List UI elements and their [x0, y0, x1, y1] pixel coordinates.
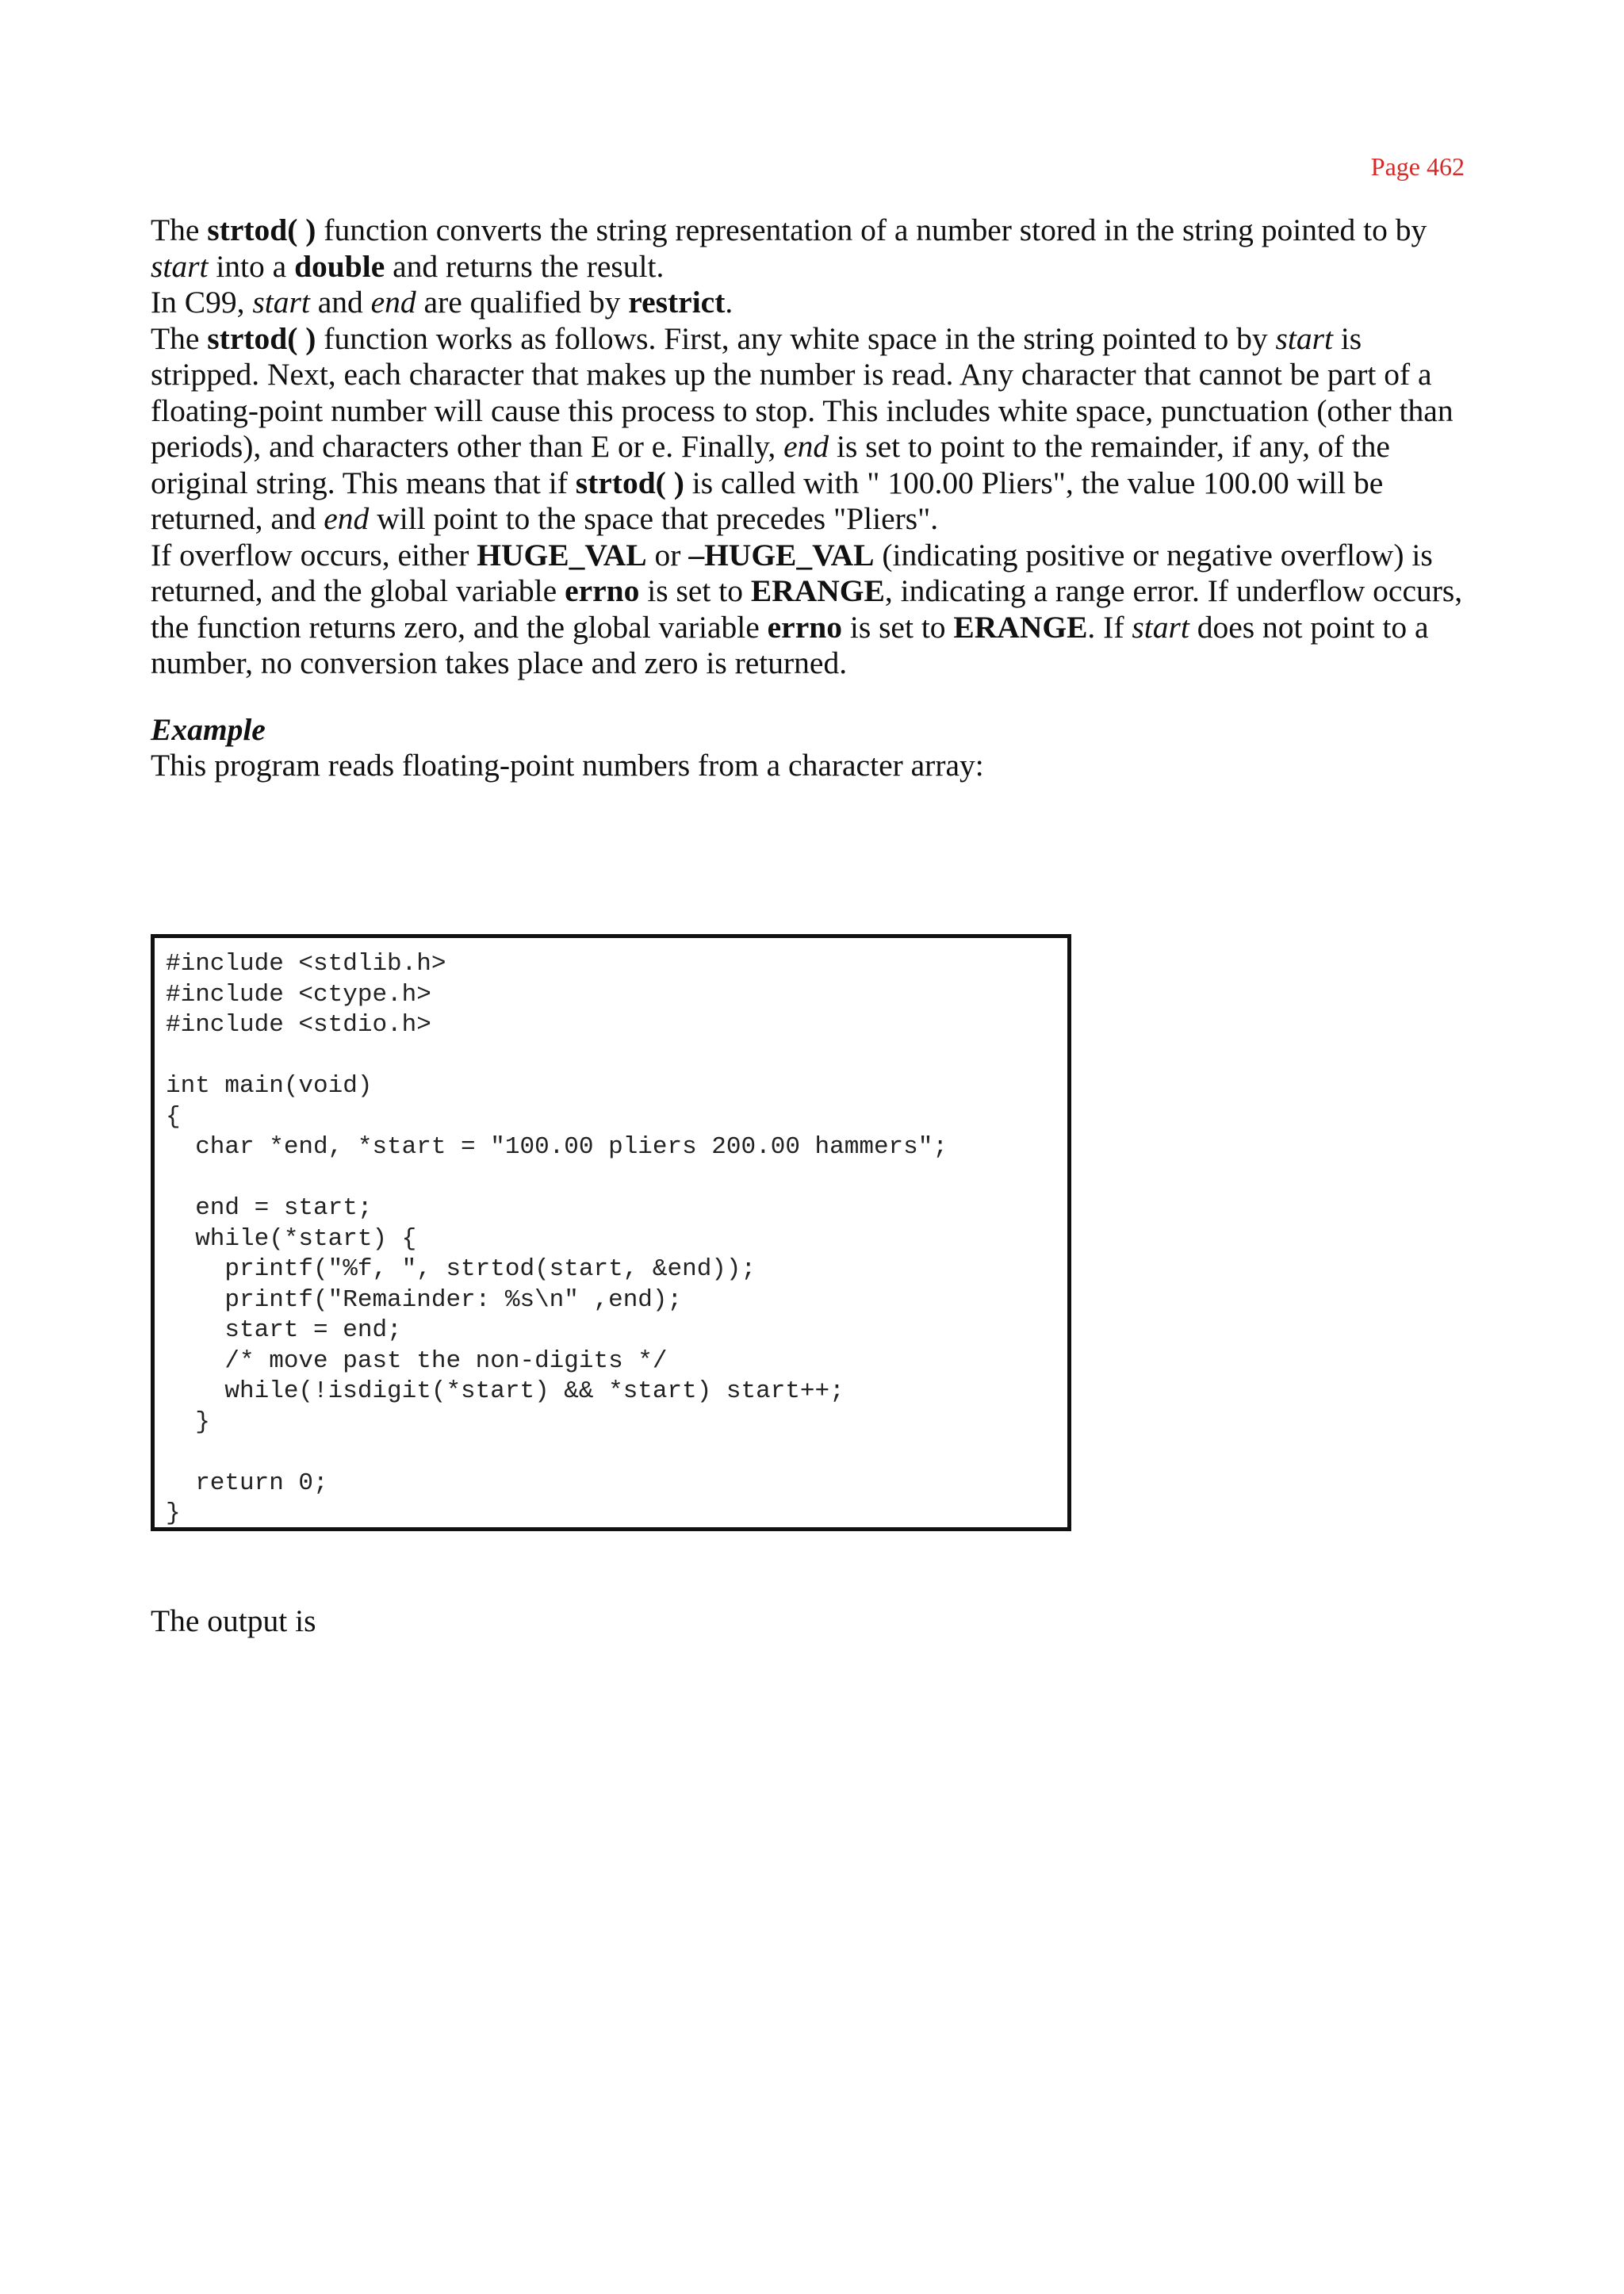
code-line: while(*start) {	[166, 1224, 417, 1253]
code-line: return 0;	[166, 1469, 328, 1497]
example-intro: This program reads floating-point numbers from a character array:	[151, 747, 984, 783]
macro-neg-huge-val: –HUGE_VAL	[688, 537, 875, 573]
code-line: start = end;	[166, 1316, 402, 1344]
param-start: start	[1132, 609, 1189, 645]
macro-erange: ERANGE	[750, 573, 885, 608]
macro-erange: ERANGE	[953, 609, 1088, 645]
macro-huge-val: HUGE_VAL	[477, 537, 647, 573]
code-line	[166, 1163, 1067, 1194]
function-name-strtod: strtod( )	[575, 465, 684, 500]
function-name-strtod: strtod( )	[207, 213, 316, 247]
example-heading: Example	[151, 711, 266, 747]
code-line: end = start;	[166, 1194, 373, 1222]
code-line: /* move past the non-digits */	[166, 1346, 668, 1375]
code-line: }	[166, 1499, 181, 1527]
paragraph-c99-restrict: In C99, start and end are qualified by restrict.	[151, 285, 733, 320]
code-line: }	[166, 1407, 210, 1436]
paragraph-how-it-works: The strtod( ) function works as follows. First, any white space in the string pointed to by start is stripped. Next, each character that makes up the number is read. Any character that cannot be part of a floating-point number will cause this process to stop. This includes white space, punctuation (other than periods), and characters other than E or e. Finally, end is set to point to the remainder, if any, of the original string. This means that if strtod( ) is called with " 100.00 Pliers", the value 100.00 will be returned, and end will point to the space that precedes "Pliers".	[151, 320, 1454, 536]
type-double: double	[294, 248, 385, 284]
code-line: #include <stdio.h>	[166, 1011, 431, 1039]
param-start: start	[1275, 320, 1333, 356]
paragraph-overflow: If overflow occurs, either HUGE_VAL or –HUGE_VAL (indicating positive or negative overflow) is returned, and the global variable errno is set to ERANGE, indicating a range error. If underflow occurs, the function returns zero, and the global variable errno is set to ERANGE. If start does not point to a number, no conversion takes place and zero is returned.	[151, 537, 1463, 680]
page-number: Page 462	[1370, 152, 1465, 181]
param-end: end	[324, 501, 370, 536]
code-line	[166, 1438, 1067, 1469]
code-line: while(!isdigit(*start) && *start) start++;	[166, 1377, 845, 1405]
code-line	[166, 1041, 1067, 1072]
code-line: int main(void)	[166, 1072, 373, 1100]
code-listing	[151, 934, 1071, 1531]
paragraph-strtod-intro: The strtod( ) function converts the string representation of a number stored in the string pointed to by start into a double and returns the result.	[151, 213, 1427, 284]
code-line: char *end, *start = "100.00 pliers 200.00 hammers";	[166, 1133, 948, 1161]
variable-errno: errno	[565, 573, 640, 608]
param-start: start	[151, 248, 209, 284]
function-name-strtod: strtod( )	[207, 320, 316, 356]
code-line: printf("Remainder: %s\n" ,end);	[166, 1285, 683, 1314]
code-line: #include <stdlib.h>	[166, 950, 446, 978]
param-end: end	[783, 429, 829, 464]
code-line: #include <ctype.h>	[166, 980, 431, 1009]
param-start: start	[252, 285, 310, 320]
param-end: end	[370, 285, 416, 320]
variable-errno: errno	[767, 609, 842, 645]
output-label: The output is	[151, 1603, 316, 1638]
code-line: printf("%f, ", strtod(start, &end));	[166, 1255, 756, 1283]
code-line: {	[166, 1102, 181, 1131]
keyword-restrict: restrict	[628, 285, 726, 320]
document-body	[151, 213, 1467, 783]
